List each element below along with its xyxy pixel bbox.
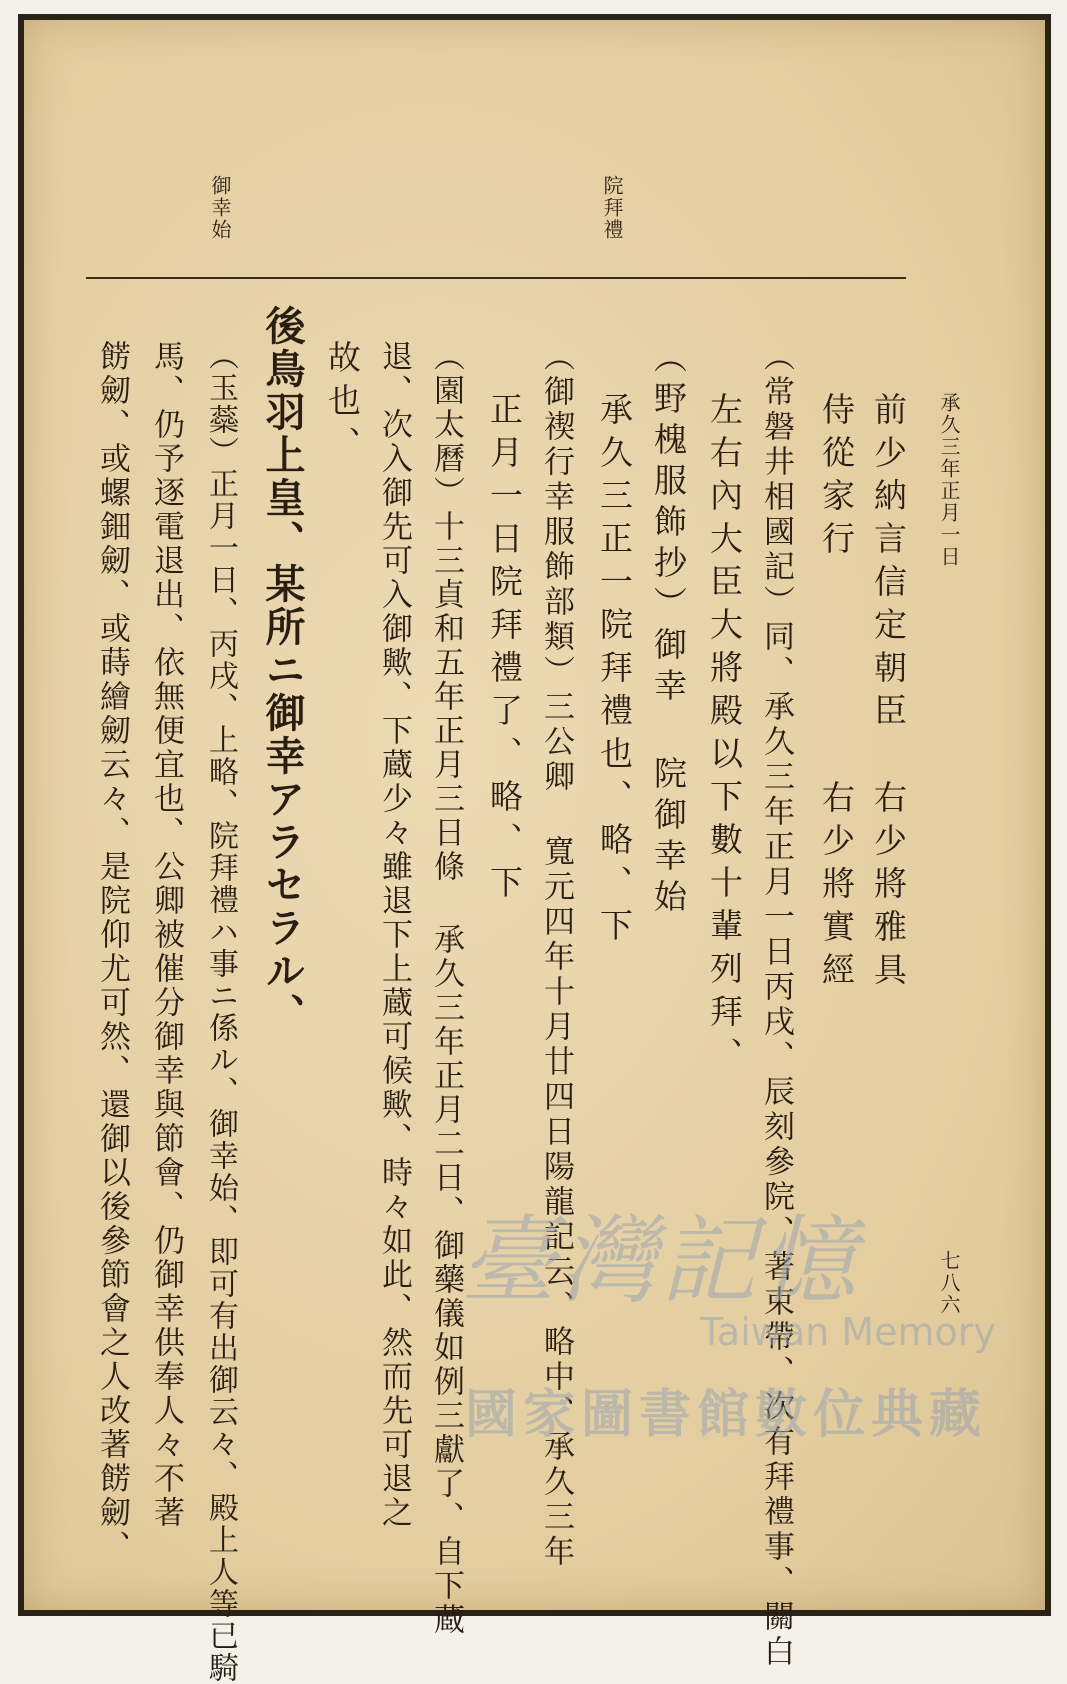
text-column: 故也、 <box>323 340 362 469</box>
page-number: 七八六 <box>937 1250 961 1316</box>
section-heading: 後鳥羽上皇、某所ニ御幸アラセラル、 <box>259 305 306 1036</box>
header-rule <box>86 277 906 279</box>
text-column: 退、次入御先可入御歟、下蔵少々雖退下上蔵可候歟、時々如此、然而先可退之 <box>376 340 412 1530</box>
watermark-logo: 臺灣記憶 <box>460 1205 860 1317</box>
text-column: 侍從家行 <box>817 392 856 564</box>
text-column: 右少將實經 <box>817 780 856 995</box>
text-column: （御禊行幸服飾部類）三公卿 寬元四年十月廿四日陽龍記云、略中、承久三年 <box>538 340 574 1570</box>
watermark-english: Taiwan Memory <box>700 1310 996 1354</box>
text-column: 馬、仍予逐電退出、依無便宜也、公卿被催分御幸與節會、仍御幸供奉人々不著 <box>148 340 184 1530</box>
text-column: （野槐服飾抄）御幸 院御幸始 <box>649 340 688 920</box>
text-column: （玉蘂）正月一日、丙戌、上略、院拜禮ハ事ニ係ル、御幸始、即可有出御云々、殿上人等已騎 <box>203 340 238 1684</box>
text-column: 正月一日院拜禮了、略、下 <box>485 392 524 908</box>
side-note-haireki: 院拜禮 <box>600 175 624 241</box>
text-column: 承久三正一院拜禮也、略、下 <box>595 392 634 951</box>
text-column: 前少納言信定朝臣 <box>869 392 908 736</box>
watermark-library: 國家圖書館數位典藏 <box>465 1385 988 1445</box>
text-column: 右少將雅具 <box>869 780 908 995</box>
text-column: （園太曆）十三貞和五年正月三日條 承久三年正月二日、御藥儀如例三獻了、自下蔵 <box>428 340 464 1637</box>
side-note-gokoshi: 御幸始 <box>208 175 232 241</box>
text-column: 餝劒、或螺鈿劒、或蒔繪劒云々、是院仰尤可然、還御以後參節會之人改著餝劒、 <box>94 340 130 1564</box>
text-column: 左右內大臣大將殿以下數十輩列拜、 <box>705 392 744 1080</box>
running-title: 承久三年正月一日 <box>937 392 961 568</box>
text-column: （常磐井相國記）同、承久三年正月一日丙戌、辰刻參院、著束帶、次有拜禮事、關白 <box>758 340 794 1670</box>
